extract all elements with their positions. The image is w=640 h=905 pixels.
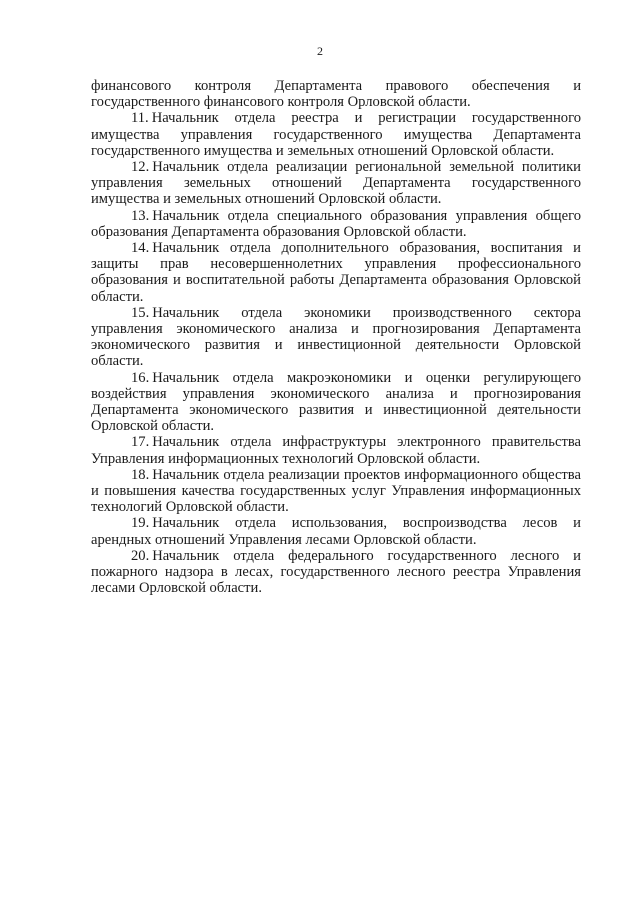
item-number: 14. bbox=[131, 240, 150, 257]
list-item-16 bbox=[91, 370, 581, 435]
list-item-13 bbox=[91, 208, 581, 240]
item-text: Начальник отдела экономики производственного сектора управления экономического анализа и прогнозирования Департамента экономического развития и инвестиционной деятельности Орловской области. bbox=[91, 304, 581, 370]
page-number: 2 bbox=[317, 44, 323, 58]
list-item-15 bbox=[91, 305, 581, 370]
continuation-paragraph: финансового контроля Департамента правового обеспечения и государственного финансового контроля Орловской области. bbox=[91, 78, 581, 111]
list-item-17 bbox=[91, 434, 581, 466]
item-text: Начальник отдела специального образования управления общего образования Департамента образования Орловской области. bbox=[91, 207, 581, 240]
item-number: 15. bbox=[131, 304, 150, 321]
item-text: Начальник отдела реализации проектов информационного общества и повышения качества государственных услуг Управления информационных технологий Орловской области. bbox=[91, 466, 581, 516]
list-item-14 bbox=[91, 240, 581, 305]
item-number: 16. bbox=[131, 369, 150, 386]
item-number: 13. bbox=[131, 207, 150, 224]
item-number: 19. bbox=[131, 515, 150, 532]
list-item-18 bbox=[91, 467, 581, 516]
list-item-19 bbox=[91, 515, 581, 547]
item-text: Начальник отдела дополнительного образования, воспитания и защиты прав несовершеннолетних управления профессионального образования и воспитательной работы Департамента образования Орловской области. bbox=[91, 240, 581, 305]
item-text: Начальник отдела использования, воспроизводства лесов и арендных отношений Управления лесами Орловской области. bbox=[91, 515, 581, 548]
item-text: Начальник отдела федерального государственного лесного и пожарного надзора в лесах, государственного лесного реестра Управления лесами Орловской области. bbox=[91, 547, 581, 597]
item-text: Начальник отдела инфраструктуры электронного правительства Управления информационных технологий Орловской области. bbox=[91, 434, 581, 467]
document-body bbox=[91, 78, 581, 597]
list-item-12 bbox=[91, 159, 581, 208]
item-number: 18. bbox=[131, 466, 150, 483]
item-number: 17. bbox=[131, 434, 150, 451]
list-item-11 bbox=[91, 110, 581, 159]
list-item-20 bbox=[91, 548, 581, 597]
item-text: Начальник отдела макроэкономики и оценки регулирующего воздействия управления экономического анализа и прогнозирования Департамента экономического развития и инвестиционной деятельности Орловской области. bbox=[91, 369, 581, 435]
item-text: Начальник отдела реестра и регистрации государственного имущества управления государственного имущества Департамента государственного имущества и земельных отношений Орловской области. bbox=[91, 110, 581, 159]
item-number: 12. bbox=[131, 159, 150, 176]
item-number: 11. bbox=[131, 110, 149, 127]
item-number: 20. bbox=[131, 547, 150, 564]
item-text: Начальник отдела реализации региональной земельной политики управления земельных отношений Департамента государственного имущества и земельных отношений Орловской области. bbox=[91, 159, 581, 208]
